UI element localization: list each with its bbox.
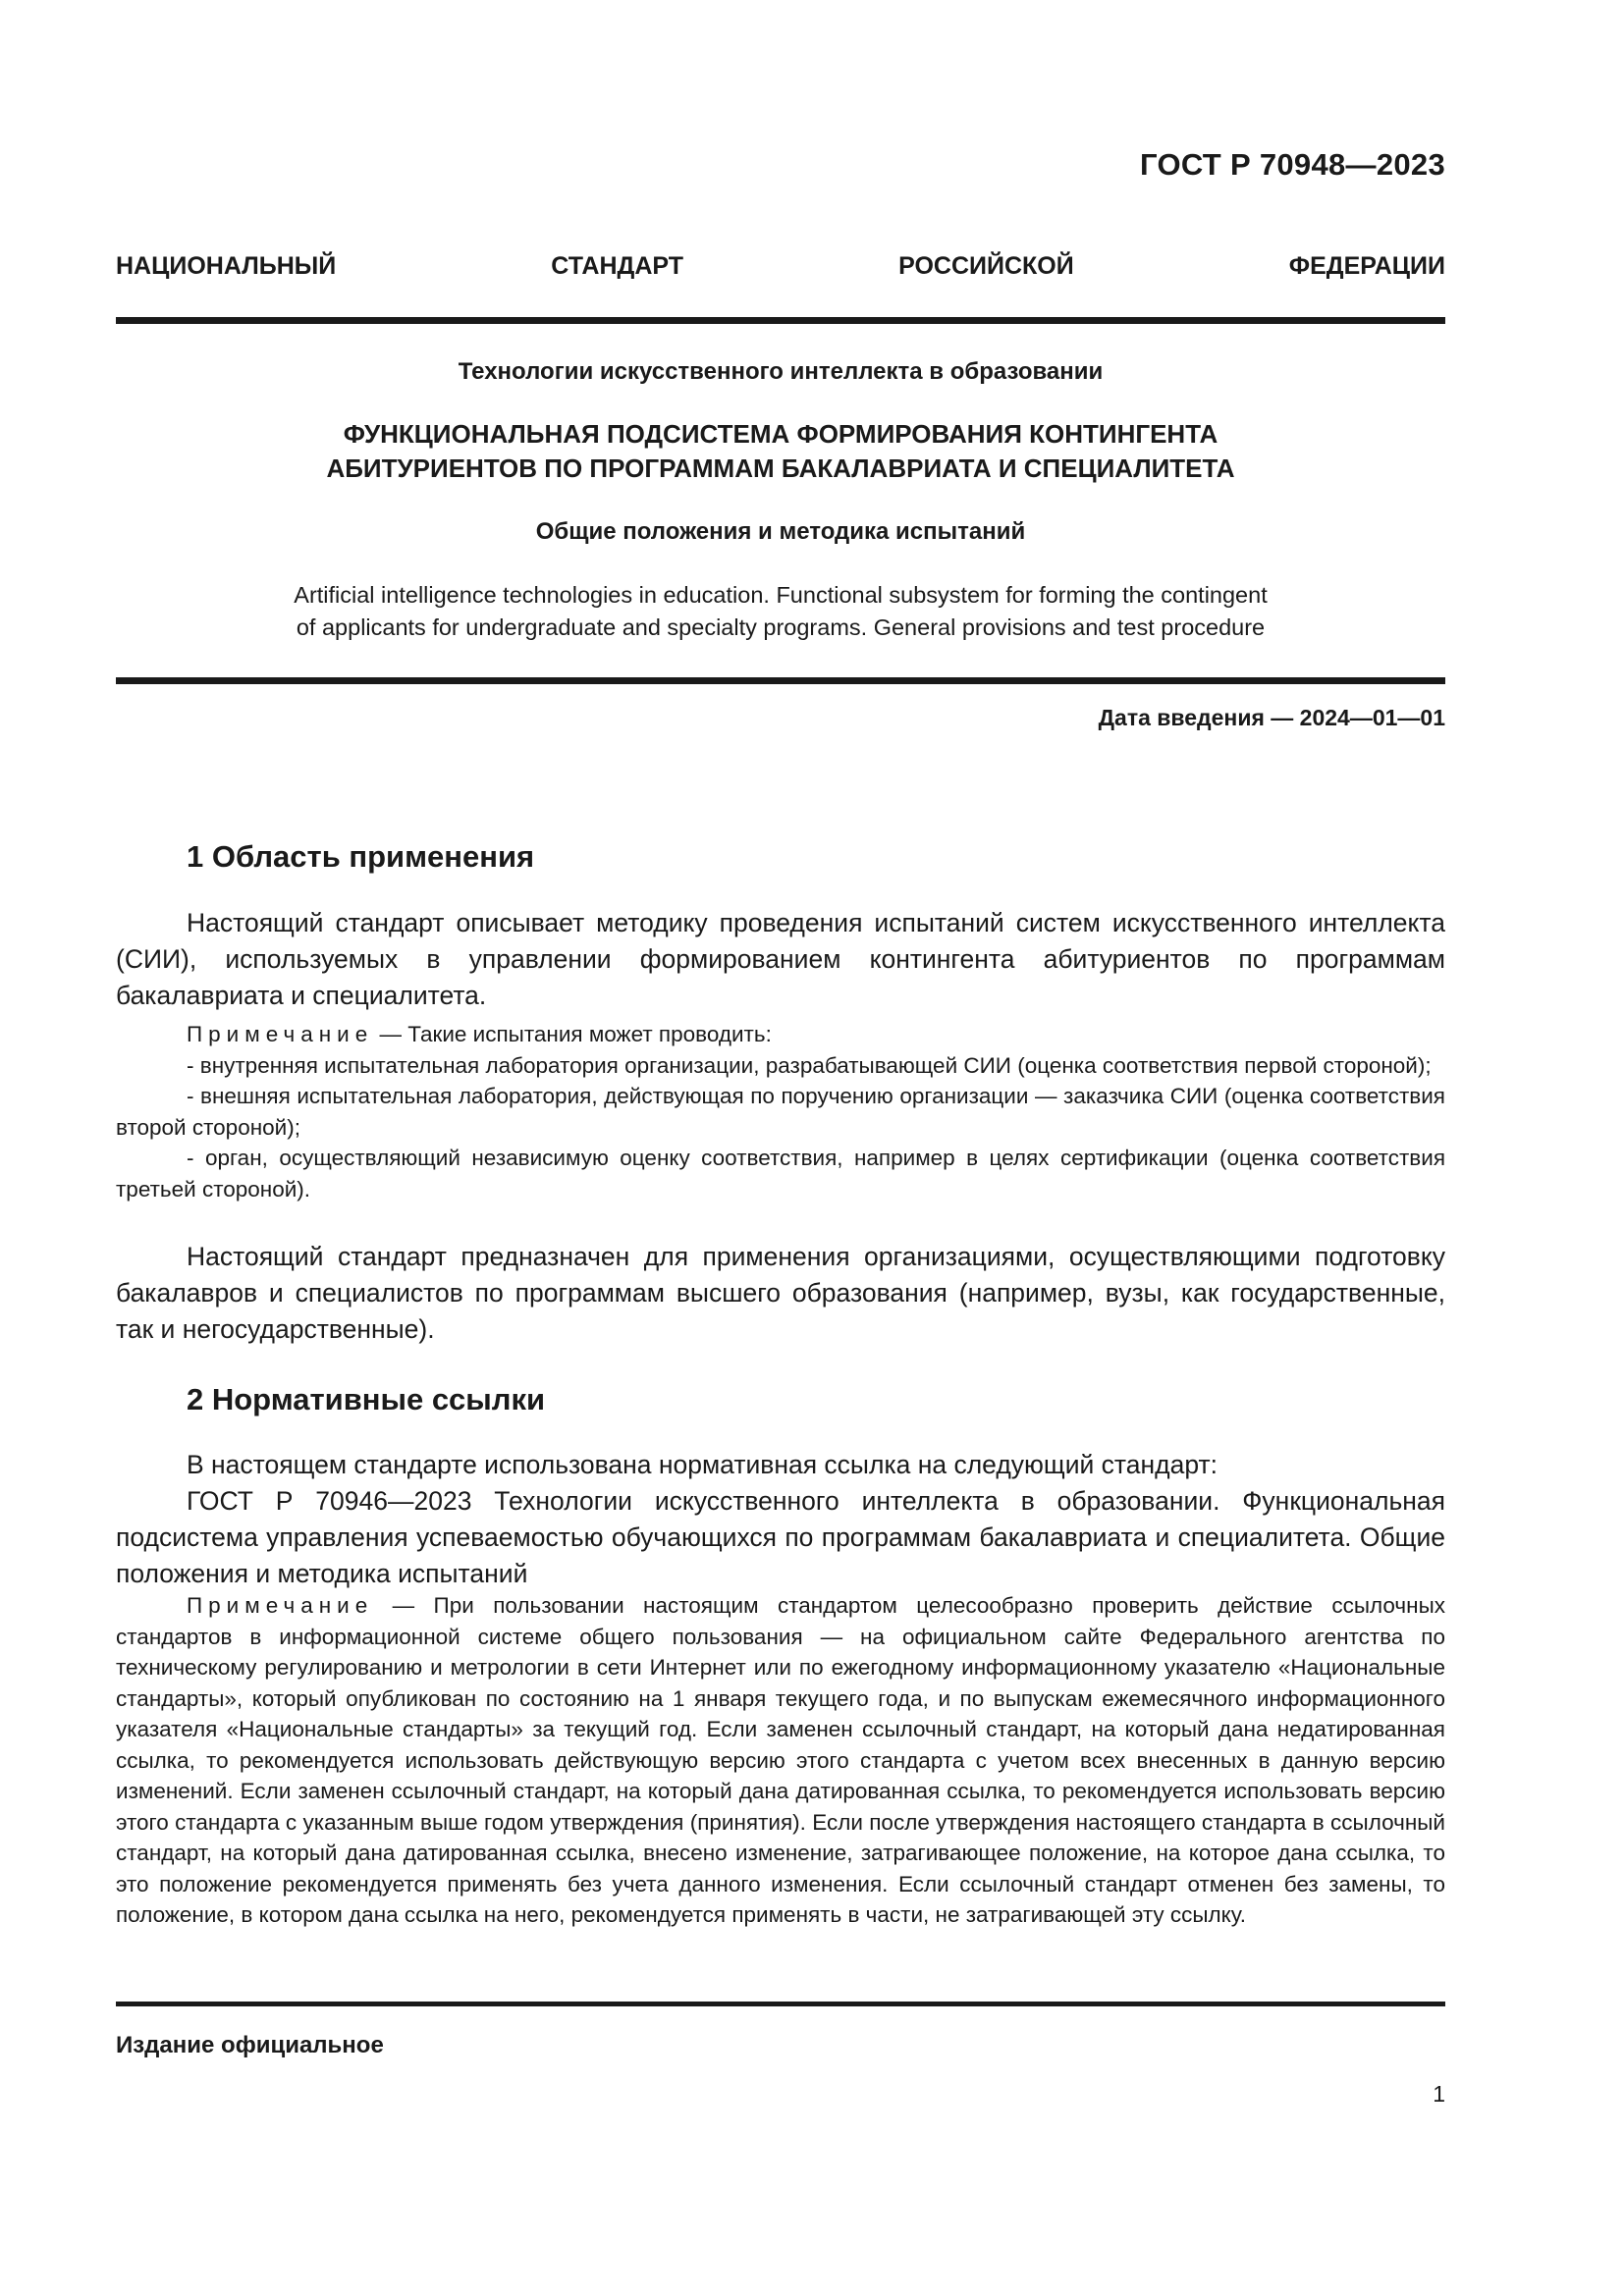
top-rule	[116, 317, 1445, 324]
section-2-paragraph-1	[116, 1447, 1445, 1483]
title-line-2: АБИТУРИЕНТОВ ПО ПРОГРАММАМ БАКАЛАВРИАТА И СПЕЦИАЛИТЕТА	[326, 454, 1235, 483]
section-1-note-intro	[116, 1019, 1445, 1050]
title-line-1: ФУНКЦИОНАЛЬНАЯ ПОДСИСТЕМА ФОРМИРОВАНИЯ КОНТИНГЕНТА	[343, 419, 1218, 449]
section-1-paragraph-2-text: Настоящий стандарт предназначен для применения организациями, осуществляющими подготовку бакалавров и специалистов по программам высшего образования (например, вузы, как государственные, так и негосударственные).	[116, 1242, 1445, 1344]
note-label: Примечание	[187, 1593, 374, 1618]
section-1-paragraph-1	[116, 905, 1445, 1014]
document-subtitle-2: Общие положения и методика испытаний	[535, 518, 1026, 545]
section-1-paragraph-1-text: Настоящий стандарт описывает методику проведения испытаний систем искусственного интеллекта (СИИ), используемых в управлении формированием контингента абитуриентов по программам бакалавриата и специалитета.	[116, 908, 1445, 1010]
section-2-paragraph-1-text: В настоящем стандарте использована нормативная ссылка на следующий стандарт:	[187, 1450, 1218, 1479]
section-2-reference	[116, 1483, 1445, 1592]
document-subtitle: Технологии искусственного интеллекта в образовании	[458, 358, 1104, 385]
section-1-heading: 1 Область применения	[187, 839, 535, 874]
standard-code: ГОСТ Р 70948—2023	[1140, 147, 1445, 182]
note-text: — Такие испытания может проводить:	[373, 1022, 772, 1046]
english-title	[116, 579, 1445, 644]
national-standard-banner: НАЦИОНАЛЬНЫЙ СТАНДАРТ РОССИЙСКОЙ ФЕДЕРАЦИИ	[116, 252, 1445, 280]
note-label: Примечание	[187, 1022, 374, 1046]
bottom-rule	[116, 2002, 1445, 2006]
english-title-line-1: Artificial intelligence technologies in education. Functional subsystem for forming the contingent	[294, 582, 1268, 608]
section-2-reference-text: ГОСТ Р 70946—2023 Технологии искусственного интеллекта в образовании. Функциональная подсистема управления успеваемостью обучающихся по программам бакалавриата и специалитета. Общие положения и методика испытаний	[116, 1486, 1445, 1588]
introduction-date: Дата введения — 2024—01—01	[1098, 705, 1445, 730]
official-edition-label: Издание официальное	[116, 2032, 384, 2058]
section-1-paragraph-2	[116, 1239, 1445, 1348]
page-number: 1	[1433, 2081, 1445, 2107]
section-2-heading: 2 Нормативные ссылки	[187, 1382, 546, 1416]
note-item: - орган, осуществляющий независимую оценку соответствия, например в целях сертификации (оценка соответствия третьей стороной).	[116, 1146, 1445, 1201]
middle-rule	[116, 677, 1445, 684]
note-text: — При пользовании настоящим стандартом целесообразно проверить действие ссылочных стандартов в информационной системе общего пользования — на официальном сайте Федерального агентства по техническому регулированию и метрологии в сети Интернет или по ежегодному информационному указателю «Национальные стандарты», который опубликован по состоянию на 1 января текущего года, и по выпускам ежемесячного информационного указателя «Национальные стандарты» за текущий год. Если заменен ссылочный стандарт, на который дана недатированная ссылка, то рекомендуется использовать действующую версию этого стандарта с учетом всех внесенных в данную версию изменений. Если заменен ссылочный стандарт, на который дана датированная ссылка, то рекомендуется использовать версию этого стандарта с указанным выше годом утверждения (принятия). Если после утверждения настоящего стандарта в ссылочный стандарт, на который дана датированная ссылка, внесено изменение, затрагивающее положение, на которое дана ссылка, то это положение рекомендуется применять без учета данного изменения. Если ссылочный стандарт отменен без замены, то положение, в котором дана ссылка на него, рекомендуется применять в части, не затрагивающей эту ссылку.	[116, 1593, 1445, 1927]
section-2-note	[116, 1590, 1445, 1931]
section-1-note	[116, 1019, 1445, 1204]
section-2-note-text	[116, 1590, 1445, 1931]
note-item: - внешняя испытательная лаборатория, действующая по поручению организации — заказчика СИИ (оценка соответствия второй стороной);	[116, 1084, 1445, 1140]
document-title	[116, 417, 1445, 486]
note-item: - внутренняя испытательная лаборатория организации, разрабатывающей СИИ (оценка соответствия первой стороной);	[187, 1052, 1432, 1078]
english-title-line-2: of applicants for undergraduate and specialty programs. General provisions and test procedure	[296, 614, 1266, 640]
